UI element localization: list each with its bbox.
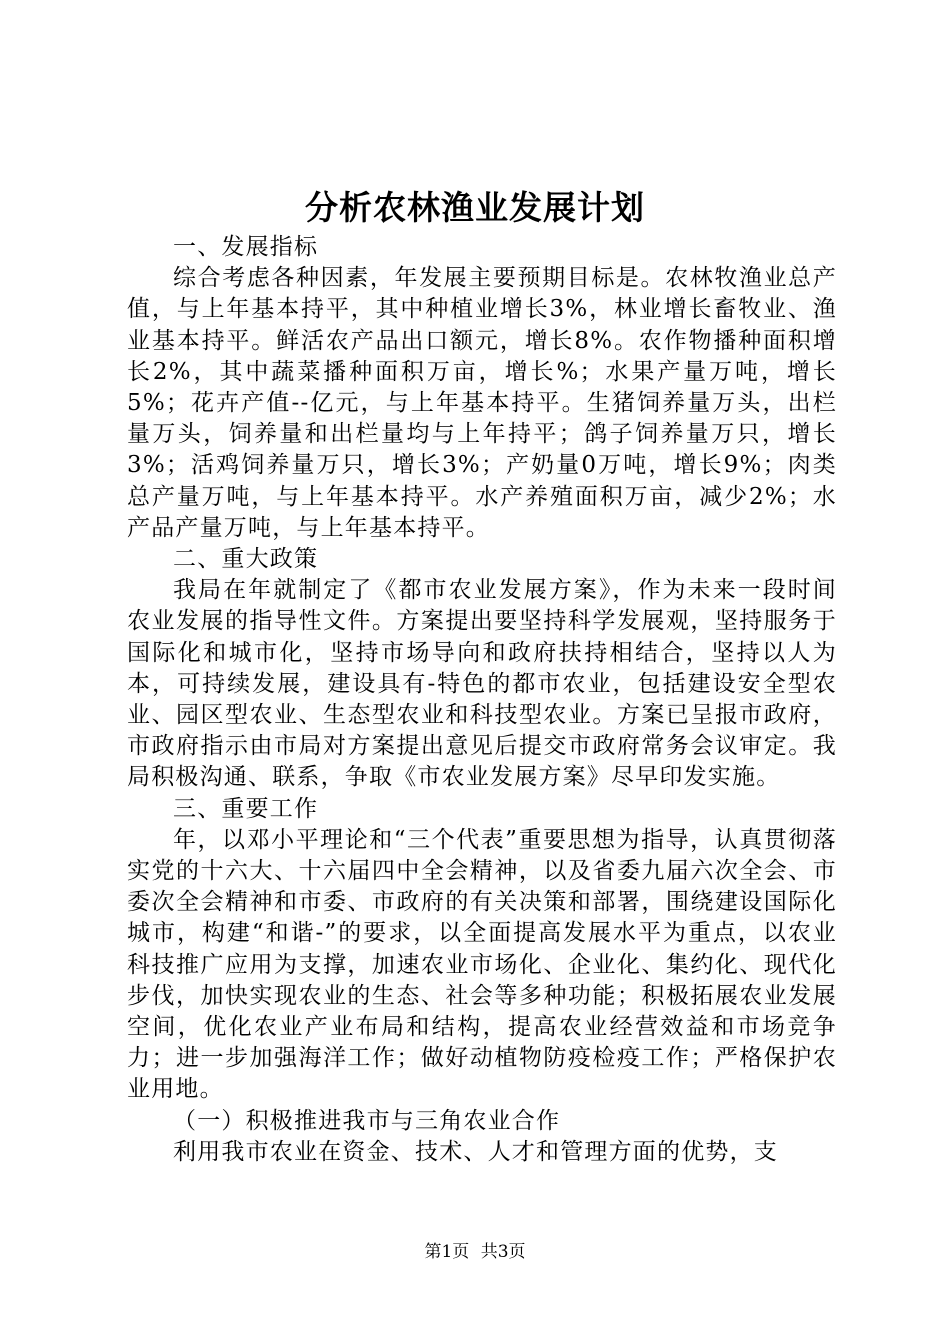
page-footer xyxy=(0,1240,950,1264)
subsection-heading: （一）积极推进我市与三角农业合作 xyxy=(173,1107,561,1134)
body-paragraph: 综合考虑各种因素，年发展主要预期目标是。农林牧渔业总产值，与上年基本持平，其中种植业增长3%，林业增长畜牧业、渔业基本持平。鲜活农产品出口额元，增长8%。农作物播种面积增长2%，其中蔬菜播种面积万亩，增长%；水果产量万吨，增长5%；花卉产值--亿元，与上年基本持平。生猪饲养量万头，出栏量万头，饲养量和出栏量均与上年持平；鸽子饲养量万只，增长3%；活鸡饲养量万只，增长3%；产奶量0万吨，增长9%；肉类总产量万吨，与上年基本持平。水产养殖面积万亩，减少2%；水产品产量万吨，与上年基本持平。 xyxy=(127,265,837,541)
document-body xyxy=(127,232,837,1168)
page-number-current: 第1页 xyxy=(424,1242,470,1262)
page-number-total: 共3页 xyxy=(480,1242,526,1262)
section-heading: 二、重大政策 xyxy=(173,546,319,573)
section-heading: 一、发展指标 xyxy=(173,234,319,260)
body-paragraph: 年，以邓小平理论和“三个代表”重要思想为指导，认真贯彻落实党的十六大、十六届四中全会精神，以及省委九届六次全会、市委次全会精神和市委、市政府的有关决策和部署，围绕建设国际化城市，构建“和谐-”的要求，以全面提高发展水平为重点，以农业科技推广应用为支撑，加速农业市场化、企业化、集约化、现代化步伐，加快实现农业的生态、社会等多种功能；积极拓展农业发展空间，优化农业产业布局和结构，提高农业经营效益和市场竞争力；进一步加强海洋工作；做好动植物防疫检疫工作；严格保护农业用地。 xyxy=(127,826,837,1103)
document-title: 分析农林渔业发展计划 xyxy=(305,188,645,227)
body-paragraph: 我局在年就制定了《都市农业发展方案》，作为未来一段时间农业发展的指导性文件。方案提出要坚持科学发展观，坚持服务于国际化和城市化，坚持市场导向和政府扶持相结合，坚持以人为本，可持续发展，建设具有-特色的都市农业，包括建设安全型农业、园区型农业、生态型农业和科技型农业。方案已呈报市政府，市政府指示由市局对方案提出意见后提交市政府常务会议审定。我局积极沟通、联系，争取《市农业发展方案》尽早印发实施。 xyxy=(127,577,837,791)
body-paragraph: 利用我市农业在资金、技术、人才和管理方面的优势，支 xyxy=(173,1138,778,1165)
section-heading: 三、重要工作 xyxy=(173,795,319,822)
